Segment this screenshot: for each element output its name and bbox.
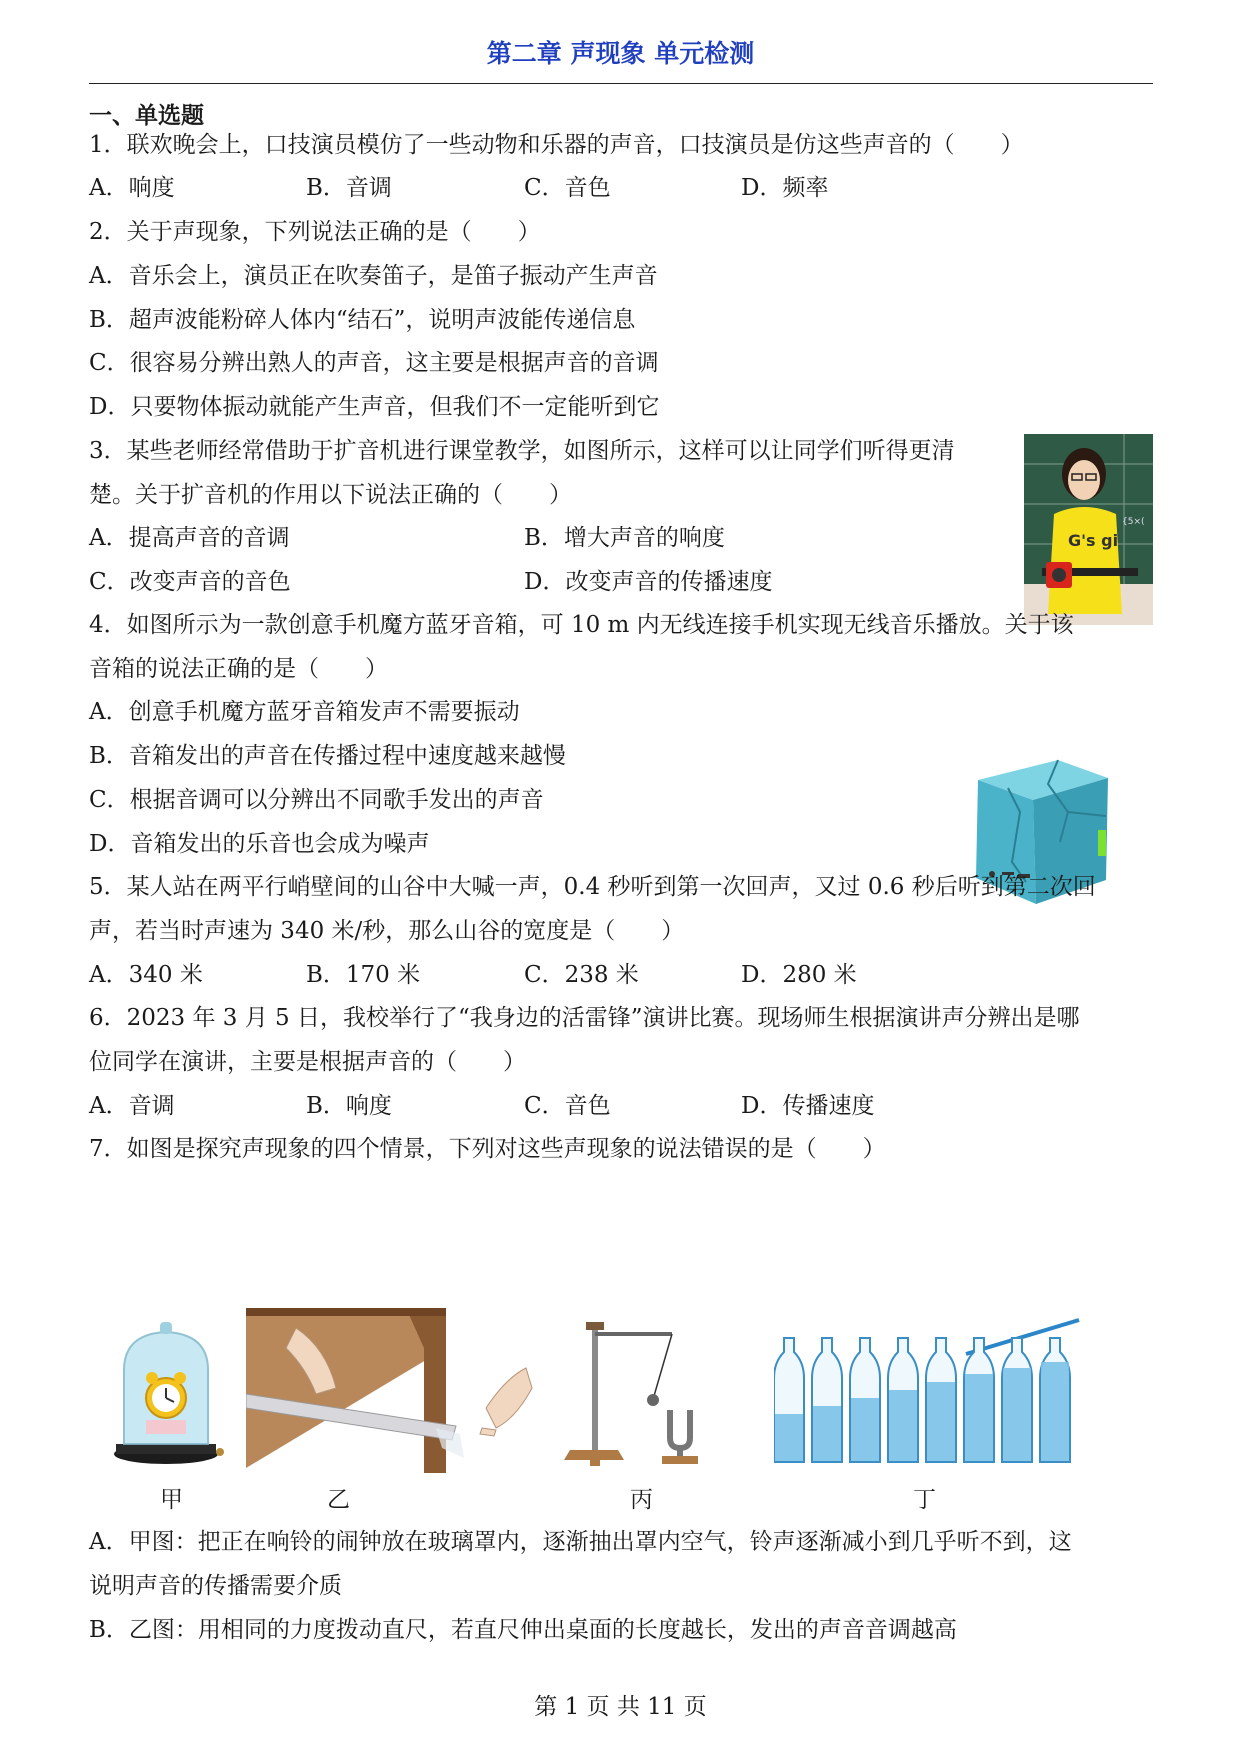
question-1-option-c: C．音色 bbox=[524, 175, 611, 201]
question-1-option-d: D．频率 bbox=[741, 175, 829, 201]
question-2-stem: 2．关于声现象，下列说法正确的是（ ） bbox=[89, 219, 541, 245]
question-1-option-b: B．音调 bbox=[306, 175, 392, 201]
question-2-option-d: D．只要物体振动就能产生声音，但我们不一定能听到它 bbox=[89, 394, 660, 420]
question-2-option-a: A．音乐会上，演员正在吹奏笛子，是笛子振动产生声音 bbox=[89, 263, 658, 289]
question-3-option-b: B．增大声音的响度 bbox=[524, 525, 725, 551]
question-1-stem: 1．联欢晚会上，口技演员模仿了一些动物和乐器的声音，口技演员是仿这些声音的（ ） bbox=[89, 132, 1024, 158]
question-7-stem: 7．如图是探究声现象的四个情景，下列对这些声现象的说法错误的是（ ） bbox=[89, 1136, 886, 1162]
page-title: 第二章 声现象 单元检测 bbox=[486, 39, 755, 68]
question-6-stem-line1: 6．2023 年 3 月 5 日，我校举行了“我身边的活雷锋”演讲比赛。现场师生根据演讲声分辨出是哪 bbox=[89, 1005, 1080, 1031]
question-4-option-b: B．音箱发出的声音在传播过程中速度越来越慢 bbox=[89, 743, 566, 769]
question-6-option-c: C．音色 bbox=[524, 1093, 611, 1119]
question-6-option-d: D．传播速度 bbox=[741, 1093, 875, 1119]
question-3-option-a: A．提高声音的音调 bbox=[89, 525, 290, 551]
question-5-option-c: C．238 米 bbox=[524, 962, 639, 988]
question-4-option-c: C．根据音调可以分辨出不同歌手发出的声音 bbox=[89, 787, 544, 813]
svg-text:{5×(: {5×( bbox=[1122, 517, 1145, 527]
question-6-stem-line2: 位同学在演讲，主要是根据声音的（ ） bbox=[89, 1049, 526, 1075]
teacher-amplifier-image bbox=[1024, 434, 1153, 625]
question-4-option-d: D．音箱发出的乐音也会成为噪声 bbox=[89, 831, 430, 857]
question-2-option-c: C．很容易分辨出熟人的声音，这主要是根据声音的音调 bbox=[89, 350, 659, 376]
question-7-option-b: B．乙图：用相同的力度拨动直尺，若直尺伸出桌面的长度越长，发出的声音音调越高 bbox=[89, 1617, 957, 1643]
bell-jar-clock-image bbox=[108, 1320, 238, 1470]
question-3-stem-line2: 楚。关于扩音机的作用以下说法正确的（ ） bbox=[89, 482, 572, 508]
question-2-option-b: B．超声波能粉碎人体内“结石”，说明声波能传递信息 bbox=[89, 307, 636, 333]
question-6-option-b: B．响度 bbox=[306, 1093, 392, 1119]
question-5-stem-line2: 声，若当时声速为 340 米/秒，那么山谷的宽度是（ ） bbox=[89, 918, 685, 944]
question-5-option-d: D．280 米 bbox=[741, 962, 857, 988]
question-4-stem-line1: 4．如图所示为一款创意手机魔方蓝牙音箱，可 10 m 内无线连接手机实现无线音乐播放。关于该 bbox=[89, 612, 1074, 638]
question-5-option-b: B．170 米 bbox=[306, 962, 421, 988]
question-5-stem-line1: 5．某人站在两平行峭壁间的山谷中大喊一声，0.4 秒听到第一次回声，又过 0.6 秒后听到第二次回 bbox=[89, 874, 1096, 900]
figure-caption-yi: 乙 bbox=[327, 1487, 350, 1513]
question-7-option-a-line1: A．甲图：把正在响铃的闹钟放在玻璃罩内，逐渐抽出罩内空气，铃声逐渐减小到几乎听不到，这 bbox=[89, 1529, 1072, 1555]
ruler-table-image bbox=[246, 1308, 536, 1473]
figure-caption-jia: 甲 bbox=[160, 1487, 183, 1513]
page-footer: 第 1 页 共 11 页 bbox=[534, 1694, 707, 1720]
shirt-print: G's gi bbox=[1068, 531, 1119, 550]
figure-caption-ding: 丁 bbox=[913, 1487, 936, 1513]
water-bottles-image bbox=[774, 1318, 1084, 1468]
tuning-fork-pendulum-image bbox=[564, 1320, 724, 1470]
section-title: 一、单选题 bbox=[89, 103, 204, 129]
question-1-option-a: A．响度 bbox=[89, 175, 175, 201]
header-divider bbox=[89, 83, 1153, 84]
question-4-stem-line2: 音箱的说法正确的是（ ） bbox=[89, 656, 388, 682]
question-4-option-a: A．创意手机魔方蓝牙音箱发声不需要振动 bbox=[89, 699, 520, 725]
question-3-option-c: C．改变声音的音色 bbox=[89, 569, 291, 595]
question-6-option-a: A．音调 bbox=[89, 1093, 175, 1119]
question-3-stem-line1: 3．某些老师经常借助于扩音机进行课堂教学，如图所示，这样可以让同学们听得更清 bbox=[89, 438, 955, 464]
figure-caption-bing: 丙 bbox=[630, 1487, 653, 1513]
question-3-option-d: D．改变声音的传播速度 bbox=[524, 569, 773, 595]
question-7-option-a-line2: 说明声音的传播需要介质 bbox=[89, 1573, 342, 1599]
question-5-option-a: A．340 米 bbox=[89, 962, 203, 988]
